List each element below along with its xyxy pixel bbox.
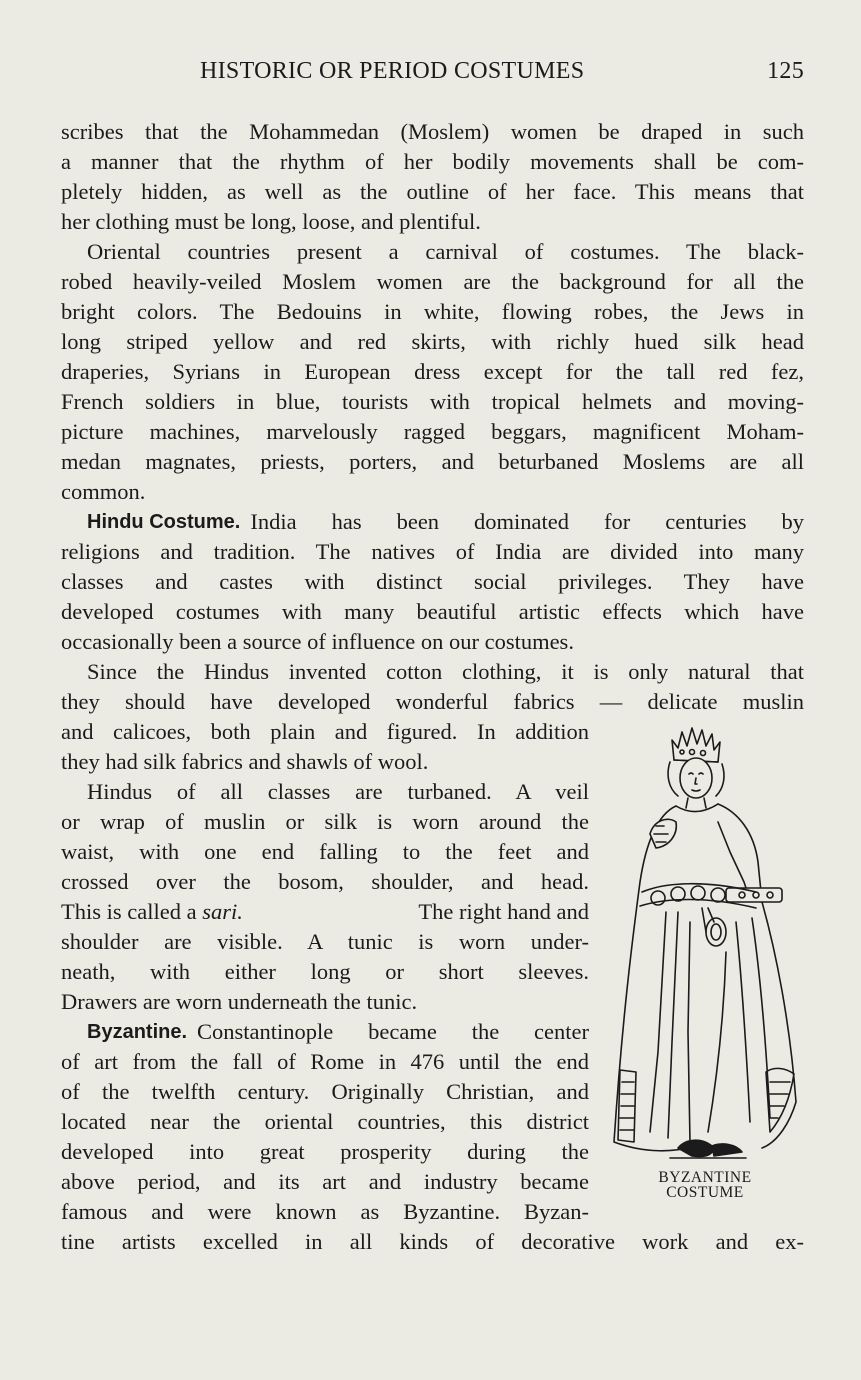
text-line: above period, and its art and industry became xyxy=(61,1169,589,1194)
text-line: shoulder are visible. A tunic is worn under- xyxy=(61,929,589,954)
text-line: her clothing must be long, loose, and plentiful. xyxy=(61,209,481,234)
text-line: tine artists excelled in all kinds of decorative work and ex- xyxy=(61,1229,804,1254)
text-line xyxy=(61,897,589,927)
text-line: common. xyxy=(61,479,146,504)
text-line: neath, with either long or short sleeves. xyxy=(61,959,589,984)
caption-line: COSTUME xyxy=(666,1184,744,1201)
text-this-is-called: This is called a sari. xyxy=(61,899,243,924)
text-line: religions and tradition. The natives of India are divided into many xyxy=(61,539,804,564)
text-line: of art from the fall of Rome in 476 until the end xyxy=(61,1049,589,1074)
text-line-rest: Constantinople became the center xyxy=(197,1019,589,1044)
text-line: medan magnates, priests, porters, and beturbaned Moslems are all xyxy=(61,449,804,474)
text-line: they had silk fabrics and shawls of wool. xyxy=(61,749,429,774)
text-line xyxy=(87,507,804,537)
text-line: they should have developed wonderful fabrics — delicate muslin xyxy=(61,689,804,714)
text-line: long striped yellow and red skirts, with richly hued silk head xyxy=(61,329,804,354)
text-line: pletely hidden, as well as the outline of her face. This means that xyxy=(61,179,804,204)
text-line: Drawers are worn underneath the tunic. xyxy=(61,989,418,1014)
text-line: crossed over the bosom, shoulder, and head. xyxy=(61,869,589,894)
text-line: developed into great prosperity during the xyxy=(61,1139,589,1164)
text-line: a manner that the rhythm of her bodily movements shall be com- xyxy=(61,149,804,174)
text-line-rest: India has been dominated for centuries by xyxy=(250,509,804,534)
text-line: Oriental countries present a carnival of costumes. The black- xyxy=(87,239,804,264)
text-line: waist, with one end falling to the feet and xyxy=(61,839,589,864)
text-line: French soldiers in blue, tourists with tropical helmets and moving- xyxy=(61,389,804,414)
page-header xyxy=(200,58,804,98)
text-line: Since the Hindus invented cotton clothing, it is only natural that xyxy=(87,659,804,684)
text-line: developed costumes with many beautiful artistic effects which have xyxy=(61,599,804,624)
text-line: and calicoes, both plain and figured. In addition xyxy=(61,719,589,744)
text-right-hand: The right hand and xyxy=(418,899,589,924)
text-line: picture machines, marvelously ragged beggars, magnificent Moham- xyxy=(61,419,804,444)
term-sari: sari. xyxy=(202,899,243,924)
section-heading-byzantine: Byzantine. xyxy=(87,1021,188,1043)
text-line: Hindus of all classes are turbaned. A veil xyxy=(87,779,589,804)
page-number: 125 xyxy=(767,58,804,84)
text-line: or wrap of muslin or silk is worn around the xyxy=(61,809,589,834)
text-line: famous and were known as Byzantine. Byzan- xyxy=(61,1199,589,1224)
text-line: occasionally been a source of influence on our costumes. xyxy=(61,629,574,654)
text-line: scribes that the Mohammedan (Moslem) women be draped in such xyxy=(61,119,804,144)
text-line: located near the oriental countries, this district xyxy=(61,1109,589,1134)
text-line: draperies, Syrians in European dress except for the tall red fez, xyxy=(61,359,804,384)
text-line: of the twelfth century. Originally Christian, and xyxy=(61,1079,589,1104)
byzantine-costume-illustration xyxy=(606,722,804,1172)
text-line: robed heavily-veiled Moslem women are the background for all the xyxy=(61,269,804,294)
figure-caption xyxy=(606,1170,804,1200)
running-head: HISTORIC OR PERIOD COSTUMES xyxy=(200,58,585,84)
text-line xyxy=(87,1017,589,1047)
text-line: bright colors. The Bedouins in white, flowing robes, the Jews in xyxy=(61,299,804,324)
caption-line: BYZANTINE xyxy=(658,1169,752,1186)
text-line: classes and castes with distinct social privileges. They have xyxy=(61,569,804,594)
section-heading-hindu-costume: Hindu Costume. xyxy=(87,511,241,533)
